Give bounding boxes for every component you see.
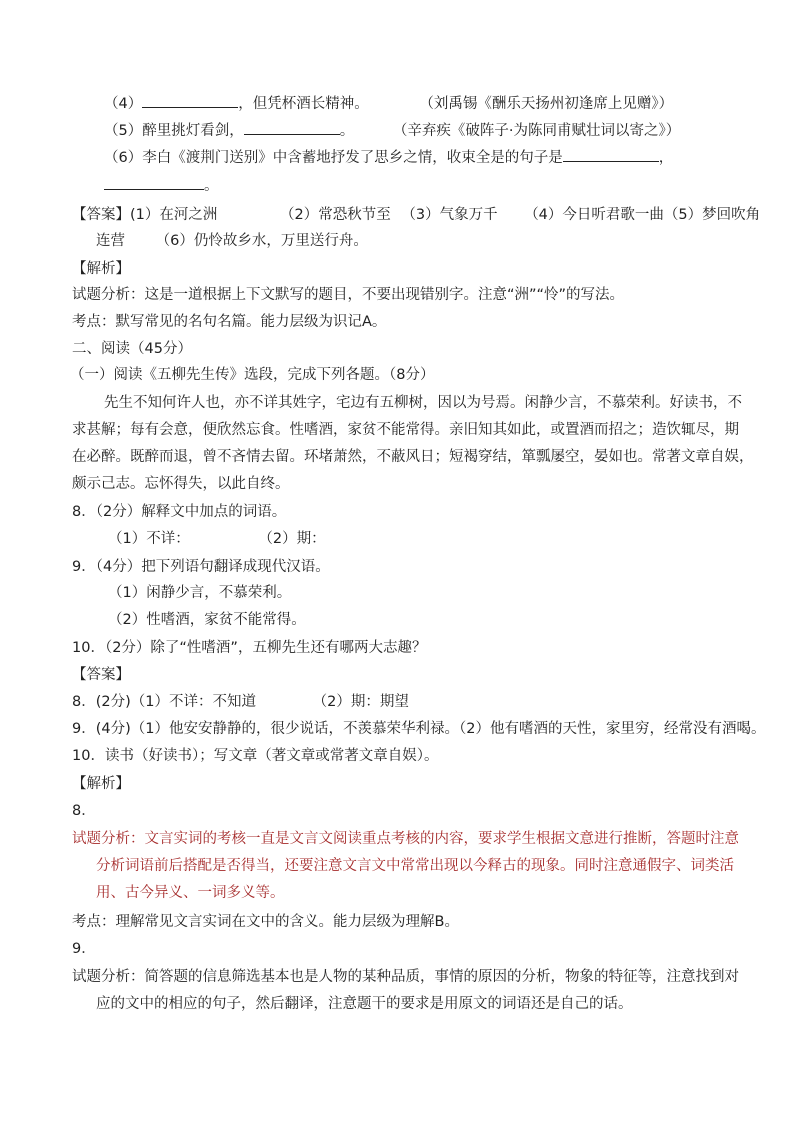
question-4-number: （4） [104,96,143,112]
answer-blank [104,175,204,190]
answer-8-part-2: （2）期：期望 [312,694,409,710]
kaodian-text: 考点：理解常见文言实词在文中的含义。能力层级为理解B。 [72,914,459,930]
answer-item-2: （2）常恐秋节至 [280,207,391,223]
analysis-label: 【解析】 [72,776,130,792]
answer-item-4: （4）今日听君歌一曲 [524,207,664,223]
answer-item-5-cont: 连营 [96,233,125,249]
analysis-text: 试题分析：这是一道根据上下文默写的题目，不要出现错别字。注意“洲”“怜”的写法。 [72,287,625,303]
analysis-number-9: 9． [72,941,96,957]
answer-item-6: （6）仍怜故乡水，万里送行舟。 [155,233,368,249]
analysis-8-line: 分析词语前后搭配是否得当，还要注意文言文中常常出现以今释古的现象。同时注意通假字、词类活 [96,858,734,874]
question-10-title: 10．（2分）除了“性嗜酒”，五柳先生还有哪两大志趣？ [72,640,427,656]
part-heading: （一）阅读《五柳先生传》选段，完成下列各题。（8分） [70,367,435,383]
answer-blank [142,93,238,108]
question-8-item-2: （2）期： [258,531,326,547]
analysis-label: 【解析】 [72,261,130,277]
question-8-title: 8．（2分）解释文中加点的词语。 [72,504,287,520]
question-6-cont [104,175,724,197]
answer-line-8 [72,691,724,713]
kaodian-text: 考点：默写常见的名句名篇。能力层级为识记A。 [72,314,387,330]
answer-blank [563,147,659,162]
answer-item-5: （5）梦回吹角 [663,207,761,223]
answer-item-1: (1）在河之洲 [130,207,218,223]
answer-label: 【答案】 [72,667,130,683]
passage-line: 求甚解；每有会意，便欣然忘食。性嗜酒，家贫不能常得。亲旧知其如此，或置酒而招之；造饮辄尽，期 [72,422,739,438]
question-6 [104,147,724,169]
question-6-end: 。 [204,178,219,194]
question-6-comma: ， [658,150,674,166]
question-5 [104,120,724,142]
question-6-text: （6）李白《渡荆门送别》中含蓄地抒发了思乡之情，收束全是的句子是 [104,150,563,166]
passage-line: 先生不知何许人也，亦不详其姓字，宅边有五柳树，因以为号焉。闲静少言，不慕荣利。好读书，不 [104,395,742,411]
question-5-source: （辛弃疾《破阵子·为陈同甫赋壮词以寄之》） [392,123,681,139]
answer-8-part-1: 8．(2分)（1）不详：不知道 [72,694,256,710]
analysis-number-8: 8． [72,803,96,819]
question-9-title: 9．（4分）把下列语句翻译成现代汉语。 [72,559,330,575]
answer-block-1-cont [96,230,724,252]
analysis-9-line: 应的文中的相应的句子，然后翻译，注意题干的要求是用原文的词语还是自己的话。 [96,996,633,1012]
question-4-text: ，但凭杯酒长精神。 [238,96,369,112]
section-heading: 二、阅读（45分） [72,341,192,357]
question-9-item-2: （2）性嗜酒，家贫不能常得。 [108,612,306,628]
analysis-9-line: 试题分析：简答题的信息筛选基本也是人物的某种品质，事情的原因的分析，物象的特征等，注意找到对 [72,969,739,985]
answer-line-10: 10．读书（好读书）；写文章（著文章或常著文章自娱）。 [72,748,439,764]
question-8-items [108,528,724,550]
analysis-8-line: 用、古今异义、一词多义等。 [96,885,285,901]
analysis-8-line: 试题分析：文言实词的考核一直是文言文阅读重点考核的内容，要求学生根据文意进行推断，答题时注意 [72,831,739,847]
passage-line: 颇示己志。忘怀得失，以此自终。 [72,476,290,492]
answer-item-3: （3）气象万千 [401,207,498,223]
answer-blank [244,120,340,135]
question-8-item-1: （1）不详： [108,531,190,547]
question-5-text: （5）醉里挑灯看剑， [104,123,244,139]
question-4 [104,93,724,115]
passage-line: 在必醉。既醉而退，曾不吝情去留。环堵萧然，不蔽风日；短褐穿结，箪瓢屡空，晏如也。常著文章自娱， [72,449,754,465]
question-4-source: （刘禹锡《酬乐天扬州初逢席上见赠》） [419,96,674,112]
answer-line-9: 9．(4分)（1）他安安静静的，很少说话，不羡慕荣华利禄。（2）他有嗜酒的天性，家里穷，经常没有酒喝。 [72,721,766,737]
answer-block-1 [72,204,761,226]
question-9-item-1: （1）闲静少言，不慕荣利。 [108,585,292,601]
question-5-end: 。 [339,123,355,139]
answer-label: 【答案】 [72,207,130,223]
